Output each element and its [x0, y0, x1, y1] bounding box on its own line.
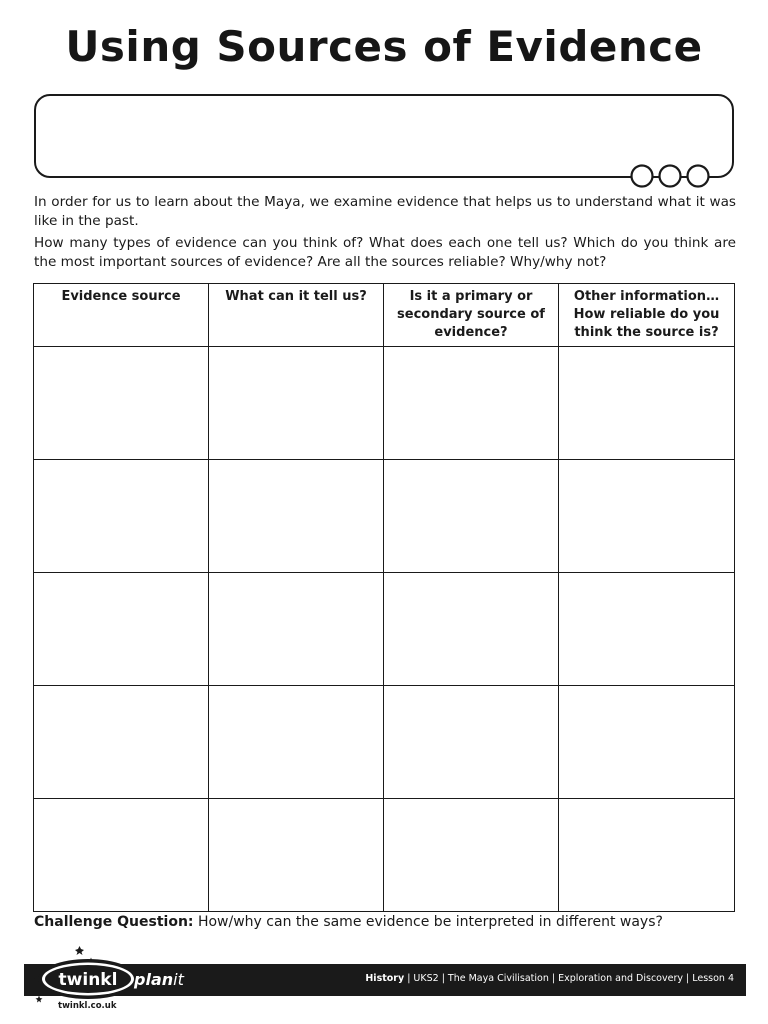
table-cell[interactable]	[209, 460, 384, 573]
challenge-question	[34, 914, 663, 930]
table-cell[interactable]	[384, 799, 559, 912]
table-cell[interactable]	[559, 799, 735, 912]
planit-bold: plan	[134, 970, 174, 989]
table-cell[interactable]	[34, 686, 209, 799]
table-cell[interactable]	[34, 573, 209, 686]
footer-lesson-info	[365, 973, 734, 984]
header-evidence-source: Evidence source	[34, 284, 209, 347]
table-cell[interactable]	[209, 573, 384, 686]
table-header-row	[34, 284, 735, 347]
table-cell[interactable]	[384, 573, 559, 686]
table-cell[interactable]	[559, 573, 735, 686]
header-primary-or-secondary: Is it a primary or secondary source of evidence?	[384, 284, 559, 347]
table-cell[interactable]	[384, 347, 559, 460]
challenge-text: How/why can the same evidence be interpreted in different ways?	[197, 914, 663, 930]
table-row	[34, 573, 735, 686]
intro-paragraph-2: How many types of evidence can you think of? What does each one tell us? Which do you think are the most important sources of evidence? Are all the sources reliable? Why/why not?	[34, 235, 736, 270]
table-cell[interactable]	[559, 686, 735, 799]
table-row	[34, 799, 735, 912]
table-row	[34, 347, 735, 460]
challenge-label: Challenge Question:	[34, 914, 194, 930]
planit-italic: it	[173, 970, 184, 989]
table-cell[interactable]	[34, 460, 209, 573]
table-cell[interactable]	[384, 686, 559, 799]
table-row	[34, 460, 735, 573]
table-cell[interactable]	[209, 347, 384, 460]
table-cell[interactable]	[559, 460, 735, 573]
table-cell[interactable]	[209, 686, 384, 799]
site-url[interactable]: twinkl.co.uk	[58, 1001, 117, 1011]
table-cell[interactable]	[384, 460, 559, 573]
header-what-can-it-tell-us: What can it tell us?	[209, 284, 384, 347]
thought-bubble-tail	[628, 164, 718, 190]
footer-subject: History	[365, 973, 405, 984]
table-cell[interactable]	[209, 799, 384, 912]
table-cell[interactable]	[34, 347, 209, 460]
planit-logo	[134, 970, 184, 989]
table-row	[34, 686, 735, 799]
page-title: Using Sources of Evidence	[65, 22, 703, 71]
table-cell[interactable]	[34, 799, 209, 912]
table-cell[interactable]	[559, 347, 735, 460]
twinkl-brand-text: twinkl	[58, 970, 118, 990]
header-other-information: Other information… How reliable do you think the source is?	[559, 284, 735, 347]
intro-paragraph-1: In order for us to learn about the Maya, we examine evidence that helps us to understand what it was like in the past.	[34, 194, 736, 229]
footer-meta: | UKS2 | The Maya Civilisation | Exploration and Discovery | Lesson 4	[404, 973, 734, 984]
evidence-table	[33, 283, 735, 912]
